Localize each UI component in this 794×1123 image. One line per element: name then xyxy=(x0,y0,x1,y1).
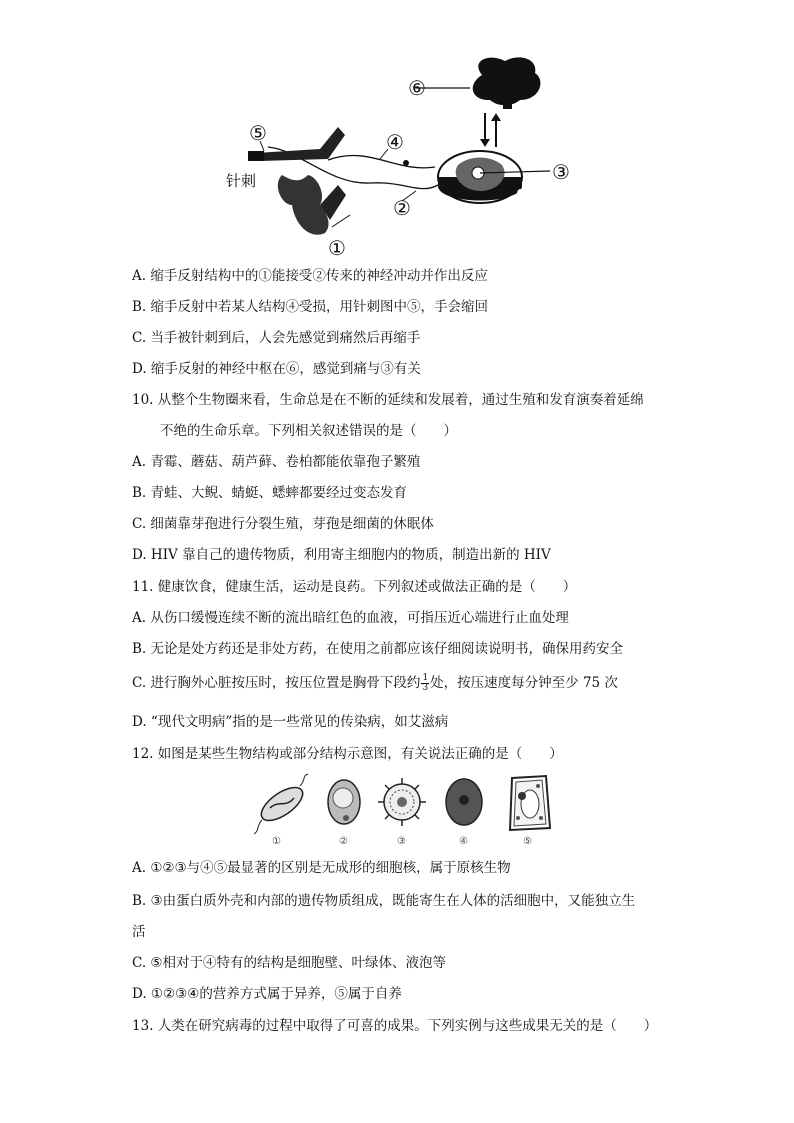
q12-stem: 12. 如图是某些生物结构或部分结构示意图，有关说法正确的是（ ） xyxy=(132,746,563,762)
figure2-label-1: ① xyxy=(272,836,281,847)
q13-stem: 13. 人类在研究病毒的过程中取得了可喜的成果。下列实例与这些成果无关的是（ ） xyxy=(132,1018,658,1034)
plant-cell-icon xyxy=(510,776,550,830)
virus-icon xyxy=(378,778,426,826)
q11-option-c xyxy=(132,673,618,693)
figure2-label-5: ⑤ xyxy=(523,836,532,847)
q11-option-c-post: 处，按压速度每分钟至少 75 次 xyxy=(430,675,618,691)
q9-option-d: D. 缩手反射的神经中枢在⑥，感觉到痛与③有关 xyxy=(132,361,421,377)
figure2-label-2: ② xyxy=(339,836,348,847)
figure-label-3: ③ xyxy=(552,160,570,184)
q11-option-a: A. 从伤口缓慢连续不断的流出暗红色的血液，可指压近心端进行止血处理 xyxy=(132,610,569,626)
q10-option-b: B. 青蛙、大鲵、蜻蜓、蟋蟀都要经过变态发育 xyxy=(132,485,408,501)
q12-option-b-line1: B. ③由蛋白质外壳和内部的遗传物质组成，既能寄生在人体的活细胞中，又能独立生 xyxy=(132,893,636,909)
fraction-one-third: $\frac{1}{3}$ xyxy=(422,673,429,693)
reflex-arc-figure xyxy=(220,55,580,260)
figure-label-6: ⑥ xyxy=(408,76,426,100)
brain-shape xyxy=(473,57,541,109)
q12-option-d: D. ①②③④的营养方式属于异养，⑤属于自养 xyxy=(132,986,402,1002)
figure2-label-4: ④ xyxy=(459,836,468,847)
figure2-label-3: ③ xyxy=(397,836,406,847)
q9-option-b: B. 缩手反射中若某人结构④受损，用针刺图中⑤，手会缩回 xyxy=(132,299,489,315)
q11-option-b: B. 无论是处方药还是非处方药，在使用之前都应该仔细阅读说明书，确保用药安全 xyxy=(132,641,624,657)
q10-option-c: C. 细菌靠芽孢进行分裂生殖，芽孢是细菌的休眠体 xyxy=(132,516,434,532)
q11-stem: 11. 健康饮食，健康生活，运动是良药。下列叙述或做法正确的是（ ） xyxy=(132,579,577,595)
q10-stem-line2: 不绝的生命乐章。下列相关叙述错误的是（ ） xyxy=(160,423,457,439)
organisms-figure xyxy=(250,772,560,838)
figure-label-5: ⑤ xyxy=(249,121,267,145)
q9-option-a: A. 缩手反射结构中的①能接受②传来的神经冲动并作出反应 xyxy=(132,268,488,284)
q12-option-c: C. ⑤相对于④特有的结构是细胞壁、叶绿体、液泡等 xyxy=(132,955,447,971)
q11-option-c-pre: C. 进行胸外心脏按压时，按压位置是胸骨下段约 xyxy=(132,675,421,691)
yeast-cell-icon xyxy=(328,780,360,824)
spinal-cord-cross-section xyxy=(438,151,523,203)
figure-side-text: 针刺 xyxy=(226,172,257,190)
q10-option-a: A. 青霉、蘑菇、葫芦藓、卷柏都能依靠孢子繁殖 xyxy=(132,454,421,470)
q12-option-b-line2: 活 xyxy=(132,924,146,940)
bacterium-icon xyxy=(254,774,308,834)
q10-stem-line1: 10. 从整个生物圈来看，生命总是在不断的延续和发展着，通过生殖和发育演奏着延绵 xyxy=(132,392,644,408)
figure-label-1: ① xyxy=(328,236,346,260)
q12-option-a: A. ①②③与④⑤最显著的区别是无成形的细胞核，属于原核生物 xyxy=(132,860,511,876)
figure-label-2: ② xyxy=(393,196,411,220)
q11-option-d: D. “现代文明病”指的是一些常见的传染病，如艾滋病 xyxy=(132,714,449,730)
q9-option-c: C. 当手被针刺到后，人会先感觉到痛然后再缩手 xyxy=(132,330,421,346)
figure-label-4: ④ xyxy=(386,130,404,154)
q10-option-d: D. HIV 靠自己的遗传物质，利用寄主细胞内的物质，制造出新的 HIV xyxy=(132,547,551,563)
animal-cell-icon xyxy=(446,779,482,825)
